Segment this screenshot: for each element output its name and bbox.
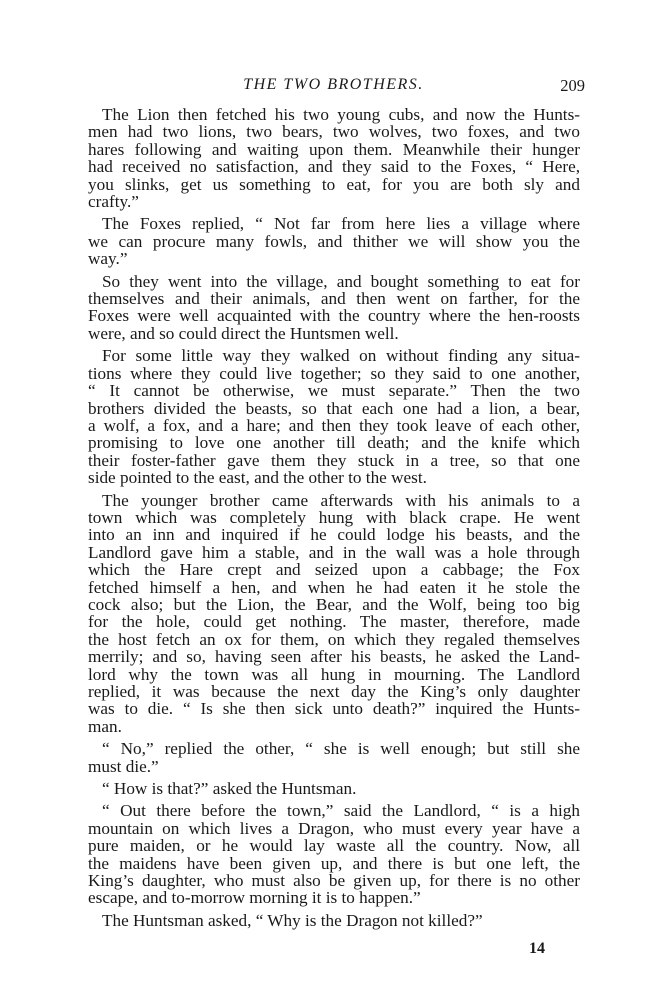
body-text xyxy=(88,106,580,934)
text-line: were, and so could direct the Huntsmen well. xyxy=(88,323,399,343)
paragraph xyxy=(88,492,580,736)
text-line: King’s daughter, who must also be given up, for there is no other xyxy=(88,871,580,891)
running-head xyxy=(0,76,667,100)
text-line: the host fetch an ox for them, on which they regaled themselves xyxy=(88,629,580,649)
text-line: way.” xyxy=(88,249,128,269)
text-line: The Foxes replied, “ Not far from here lies a village where xyxy=(102,214,580,234)
signature-mark: 14 xyxy=(529,940,545,957)
text-line: tions where they could live together; so they said to one another, xyxy=(88,363,580,383)
text-line: “ It cannot be otherwise, we must separate.” Then the two xyxy=(88,381,580,401)
text-line: mountain on which lives a Dragon, who must every year have a xyxy=(88,818,580,838)
text-line: So they went into the village, and bought something to eat for xyxy=(102,271,580,291)
text-line: fetched himself a hen, and when he had eaten it he stole the xyxy=(88,577,580,597)
text-line: escape, and to-morrow morning it is to happen.” xyxy=(88,888,421,908)
text-line: “ How is that?” asked the Huntsman. xyxy=(102,779,357,799)
running-title: THE TWO BROTHERS. xyxy=(243,76,424,93)
text-line: brothers divided the beasts, so that each one had a lion, a bear, xyxy=(88,398,580,418)
text-line: For some little way they walked on without finding any situa- xyxy=(102,346,580,366)
text-line: for the hole, could get nothing. The master, therefore, made xyxy=(88,612,580,632)
text-line: the maidens have been given up, and there is but one left, the xyxy=(88,853,580,873)
text-line: The younger brother came afterwards with his animals to a xyxy=(102,490,580,510)
paragraph xyxy=(88,273,580,343)
text-line: pure maiden, or he would lay waste all the country. Now, all xyxy=(88,836,580,856)
text-line: “ No,” replied the other, “ she is well enough; but still she xyxy=(102,739,580,759)
text-line: cock also; but the Lion, the Bear, and the Wolf, being too big xyxy=(88,594,580,614)
text-line: crafty.” xyxy=(88,192,139,212)
text-line: merrily; and so, having seen after his beasts, he asked the Land- xyxy=(88,647,580,667)
text-line: which the Hare crept and seized upon a cabbage; the Fox xyxy=(88,560,580,580)
text-line: men had two lions, two bears, two wolves, two foxes, and two xyxy=(88,122,580,142)
text-line: town which was completely hung with black crape. He went xyxy=(88,507,580,527)
text-line: hares following and waiting upon them. Meanwhile their hunger xyxy=(88,139,580,159)
paragraph xyxy=(88,215,580,267)
text-line: Foxes were well acquainted with the country where the hen-roosts xyxy=(88,306,580,326)
paragraph xyxy=(88,912,580,929)
text-line: into an inn and inquired if he could lodge his beasts, and the xyxy=(88,525,580,545)
text-line: a wolf, a fox, and a hare; and then they took leave of each other, xyxy=(88,415,580,435)
paragraph xyxy=(88,347,580,486)
text-line: The Huntsman asked, “ Why is the Dragon not killed?” xyxy=(102,910,483,930)
text-line: you slinks, get us something to eat, for you are both sly and xyxy=(88,174,580,194)
text-line: their foster-father gave them they stuck in a tree, so that one xyxy=(88,450,580,470)
text-line: had received no satisfaction, and they said to the Foxes, “ Here, xyxy=(88,157,580,177)
paragraph xyxy=(88,802,580,906)
text-line: lord why the town was all hung in mourning. The Landlord xyxy=(88,664,580,684)
text-line: Landlord gave him a stable, and in the wall was a hole through xyxy=(88,542,580,562)
text-line: The Lion then fetched his two young cubs, and now the Hunts- xyxy=(102,105,580,124)
text-line: we can procure many fowls, and thither we will show you the xyxy=(88,231,580,251)
paragraph xyxy=(88,740,580,775)
text-line: promising to love one another till death; and the knife which xyxy=(88,433,580,453)
text-line: man. xyxy=(88,716,122,736)
text-line: was to die. “ Is she then sick unto death?” inquired the Hunts- xyxy=(88,699,580,719)
text-line: “ Out there before the town,” said the Landlord, “ is a high xyxy=(102,801,580,821)
page-number: 209 xyxy=(560,76,585,95)
text-line: replied, it was because the next day the King’s only daughter xyxy=(88,682,580,701)
text-line: themselves and their animals, and then went on farther, for the xyxy=(88,289,580,309)
text-line: side pointed to the east, and the other to the west. xyxy=(88,468,427,488)
text-line: must die.” xyxy=(88,756,159,776)
paragraph xyxy=(88,106,580,210)
paragraph xyxy=(88,780,580,797)
